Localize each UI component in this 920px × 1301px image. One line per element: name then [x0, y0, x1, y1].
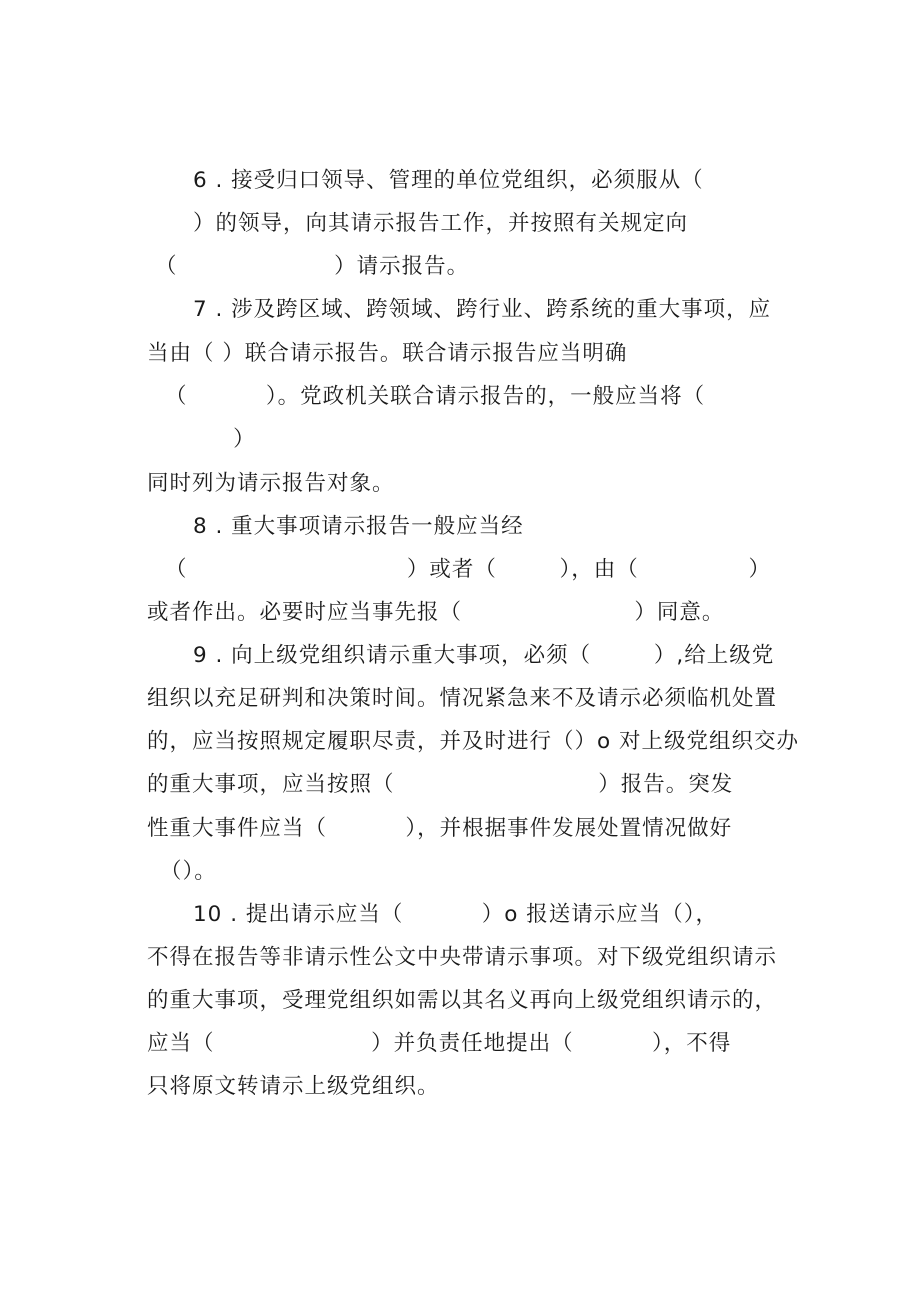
q9-line-1: 9 . 向上级党组织请示重大事项，必须（ ）,给上级党 — [193, 643, 775, 668]
q10-line-3: 的重大事项，受理党组织如需以其名义再向上级党组织请示的， — [147, 988, 778, 1013]
q8-line-3: 或者作出。必要时应当事先报（ ）同意。 — [147, 600, 725, 625]
q7-line-5: 同时列为请示报告对象。 — [147, 471, 395, 496]
q8-line-1: 8 . 重大事项请示报告一般应当经 — [193, 514, 524, 539]
q9-line-5: 性重大事件应当（ ），并根据事件发展处置情况做好 — [147, 816, 733, 841]
q7-line-1: 7 . 涉及跨区域、跨领域、跨行业、跨系统的重大事项，应 — [193, 297, 772, 322]
q10-line-2: 不得在报告等非请示性公文中央带请示事项。对下级党组织请示 — [147, 945, 778, 970]
q9-line-2: 组织以充足研判和决策时间。情况紧急来不及请示必须临机处置 — [147, 686, 778, 711]
q6-line-2: ）的领导，向其请示报告工作，并按照有关规定向 — [193, 211, 689, 236]
q6-line-1: 6 . 接受归口领导、管理的单位党组织，必须服从（ — [193, 168, 704, 193]
q9-line-6: （）。 — [160, 859, 217, 884]
q10-line-5: 只将原文转请示上级党组织。 — [147, 1074, 440, 1099]
q7-line-4: ） — [147, 427, 256, 452]
q7-line-3: （ ）。党政机关联合请示报告的，一般应当将（ — [165, 384, 706, 409]
q9-line-3: 的，应当按照规定履职尽责，并及时进行（）o 对上级党组织交办 — [147, 729, 799, 754]
q9-line-4: 的重大事项，应当按照（ ）报告。突发 — [147, 772, 734, 797]
q6-line-3: （ ）请示报告。 — [155, 254, 470, 279]
q10-line-4: 应当（ ）并负责任地提出（ ），不得 — [147, 1031, 732, 1056]
q8-line-2: （ ）或者（ ），由（ ） — [165, 557, 771, 582]
q7-line-2: 当由（ ）联合请示报告。联合请示报告应当明确 — [147, 341, 628, 366]
q10-line-1: 10 . 提出请示应当（ ）o 报送请示应当（）， — [193, 902, 718, 927]
